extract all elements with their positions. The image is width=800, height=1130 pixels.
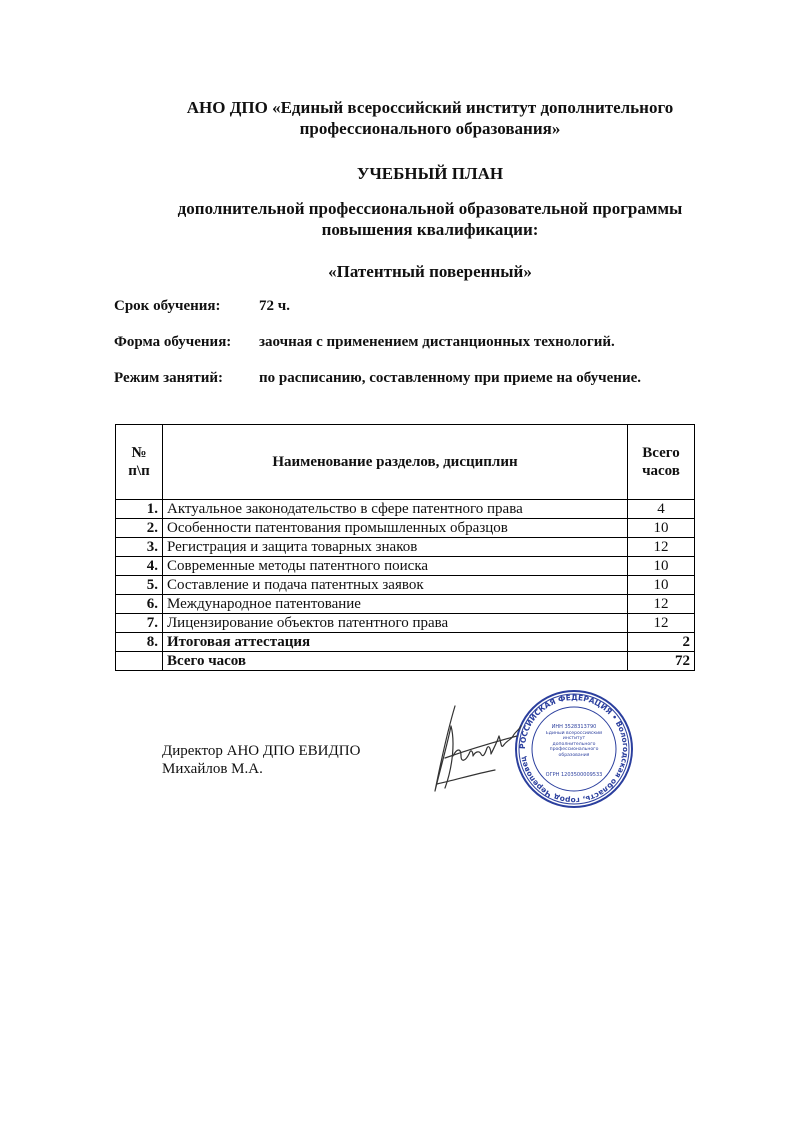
total-hours: 72 bbox=[628, 652, 695, 671]
row-number: 4. bbox=[116, 557, 163, 576]
total-label: Всего часов bbox=[163, 652, 628, 671]
row-hours: 12 bbox=[628, 595, 695, 614]
duration-value: 72 ч. bbox=[259, 298, 290, 314]
seal-inn: ИНН 3528313790 bbox=[551, 724, 597, 730]
seal-ogrn: ОГРН 1203500009533 bbox=[545, 772, 603, 778]
duration-label: Срок обучения: bbox=[114, 298, 221, 314]
row-number: 2. bbox=[116, 519, 163, 538]
total-empty-cell bbox=[116, 652, 163, 671]
table-row bbox=[116, 595, 695, 614]
row-hours: 12 bbox=[628, 614, 695, 633]
row-name: Составление и подача патентных заявок bbox=[163, 576, 628, 595]
table-row bbox=[116, 538, 695, 557]
header-hours bbox=[628, 425, 695, 500]
row-number: 8. bbox=[116, 633, 163, 652]
curriculum-table bbox=[115, 424, 695, 671]
row-name: Регистрация и защита товарных знаков bbox=[163, 538, 628, 557]
row-name: Международное патентование bbox=[163, 595, 628, 614]
program-line1: дополнительной профессиональной образовательной программы bbox=[177, 199, 683, 218]
row-number: 1. bbox=[116, 500, 163, 519]
row-number: 3. bbox=[116, 538, 163, 557]
director-title: Директор АНО ДПО ЕВИДПО bbox=[162, 743, 361, 759]
table-row bbox=[116, 557, 695, 576]
row-hours: 2 bbox=[628, 633, 695, 652]
row-name: Лицензирование объектов патентного права bbox=[163, 614, 628, 633]
header-hours-line2: часов bbox=[642, 463, 680, 479]
table-row bbox=[116, 519, 695, 538]
header-num: № п\п bbox=[116, 425, 163, 500]
table-row bbox=[116, 500, 695, 519]
director-signature bbox=[425, 696, 545, 801]
row-name: Актуальное законодательство в сфере патентного права bbox=[163, 500, 628, 519]
header-hours-line1: Всего bbox=[642, 445, 680, 461]
director-block bbox=[162, 742, 360, 778]
form-value: заочная с применением дистанционных технологий. bbox=[259, 334, 615, 350]
table-row bbox=[116, 576, 695, 595]
row-number: 6. bbox=[116, 595, 163, 614]
row-hours: 10 bbox=[628, 576, 695, 595]
row-name: Итоговая аттестация bbox=[163, 633, 628, 652]
seal-center-wrap bbox=[543, 731, 605, 767]
row-hours: 12 bbox=[628, 538, 695, 557]
mode-value: по расписанию, составленному при приеме на обучение. bbox=[259, 370, 641, 386]
row-number: 7. bbox=[116, 614, 163, 633]
table-header-row bbox=[116, 425, 695, 500]
header-name: Наименование разделов, дисциплин bbox=[163, 425, 628, 500]
table-row-final-exam bbox=[116, 633, 695, 652]
org-title-line2: профессионального образования» bbox=[299, 119, 561, 138]
org-title-line1: АНО ДПО «Единый всероссийский институт дополнительного bbox=[186, 98, 674, 117]
row-name: Особенности патентования промышленных образцов bbox=[163, 519, 628, 538]
program-line2: повышения квалификации: bbox=[321, 220, 539, 239]
row-number: 5. bbox=[116, 576, 163, 595]
row-hours: 4 bbox=[628, 500, 695, 519]
row-hours: 10 bbox=[628, 557, 695, 576]
table-row-total bbox=[116, 652, 695, 671]
program-name: «Патентный поверенный» bbox=[328, 262, 532, 281]
table-row bbox=[116, 614, 695, 633]
seal-ring-text: РОССИЙСКАЯ ФЕДЕРАЦИЯ • Вологодская область, город Череповец bbox=[517, 692, 631, 806]
form-label: Форма обучения: bbox=[114, 334, 232, 350]
mode-label: Режим занятий: bbox=[114, 370, 224, 386]
row-hours: 10 bbox=[628, 519, 695, 538]
row-name: Современные методы патентного поиска bbox=[163, 557, 628, 576]
seal-center-text: Единый всероссийский институт дополнительного профессионального образования bbox=[545, 731, 603, 758]
director-name: Михайлов М.А. bbox=[162, 761, 263, 777]
plan-title: УЧЕБНЫЙ ПЛАН bbox=[356, 164, 504, 183]
